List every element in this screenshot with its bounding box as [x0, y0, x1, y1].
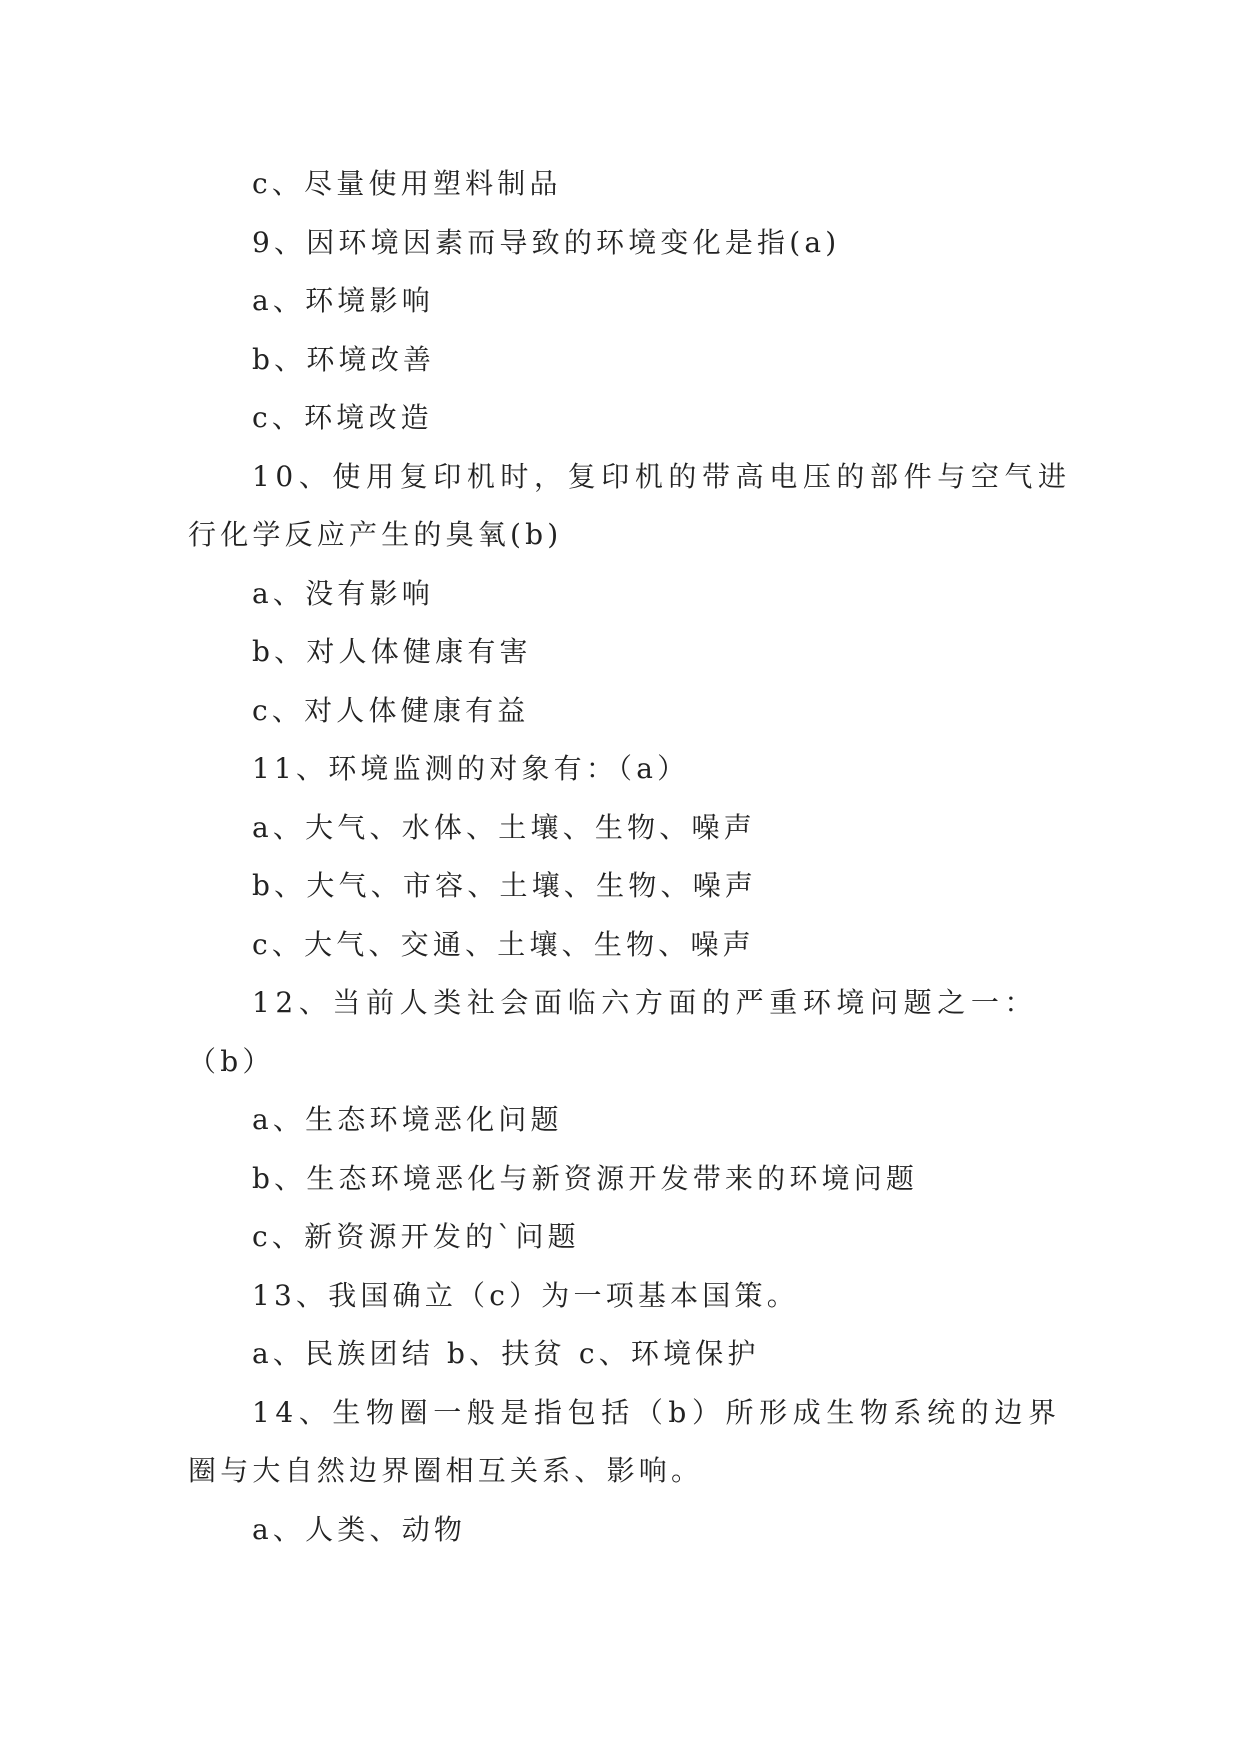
question-14: 14、生物圈一般是指包括（b）所形成生物系统的边界 [252, 1395, 1062, 1429]
question-13: 13、我国确立（c）为一项基本国策。 [252, 1278, 799, 1312]
question-11: 11、环境监测的对象有：（a） [252, 752, 690, 785]
option-line: a、环境影响 [252, 284, 434, 317]
option-line: a、大气、水体、土壤、生物、噪声 [252, 810, 756, 844]
option-line: c、环境改造 [252, 401, 433, 434]
question-12: 12、当前人类社会面临六方面的严重环境问题之一： [252, 986, 1039, 1019]
document-body [188, 155, 1072, 1559]
option-line: c、对人体健康有益 [252, 693, 530, 727]
option-line: a、人类、动物 [252, 1512, 467, 1546]
option-line: b、环境改善 [252, 342, 436, 376]
question-14-continued: 圈与大自然边界圈相互关系、影响。 [188, 1454, 704, 1487]
question-12-continued: （b） [188, 1044, 275, 1078]
option-line: a、没有影响 [252, 576, 434, 610]
option-line: b、生态环境恶化与新资源开发带来的环境问题 [252, 1161, 919, 1195]
option-line: c、大气、交通、土壤、生物、噪声 [252, 927, 755, 961]
option-line: a、民族团结 b、扶贫 c、环境保护 [252, 1337, 760, 1370]
question-9: 9、因环境因素而导致的环境变化是指(a) [252, 225, 841, 259]
option-line: b、大气、市容、土壤、生物、噪声 [252, 869, 758, 902]
question-10: 10、使用复印机时，复印机的带高电压的部件与空气进 [252, 459, 1072, 493]
option-line: b、对人体健康有害 [252, 635, 532, 668]
option-line: c、新资源开发的`问题 [252, 1220, 580, 1253]
option-line: c、尽量使用塑料制品 [252, 167, 562, 200]
question-10-continued: 行化学反应产生的臭氧(b) [188, 518, 563, 551]
option-line: a、生态环境恶化问题 [252, 1103, 563, 1136]
